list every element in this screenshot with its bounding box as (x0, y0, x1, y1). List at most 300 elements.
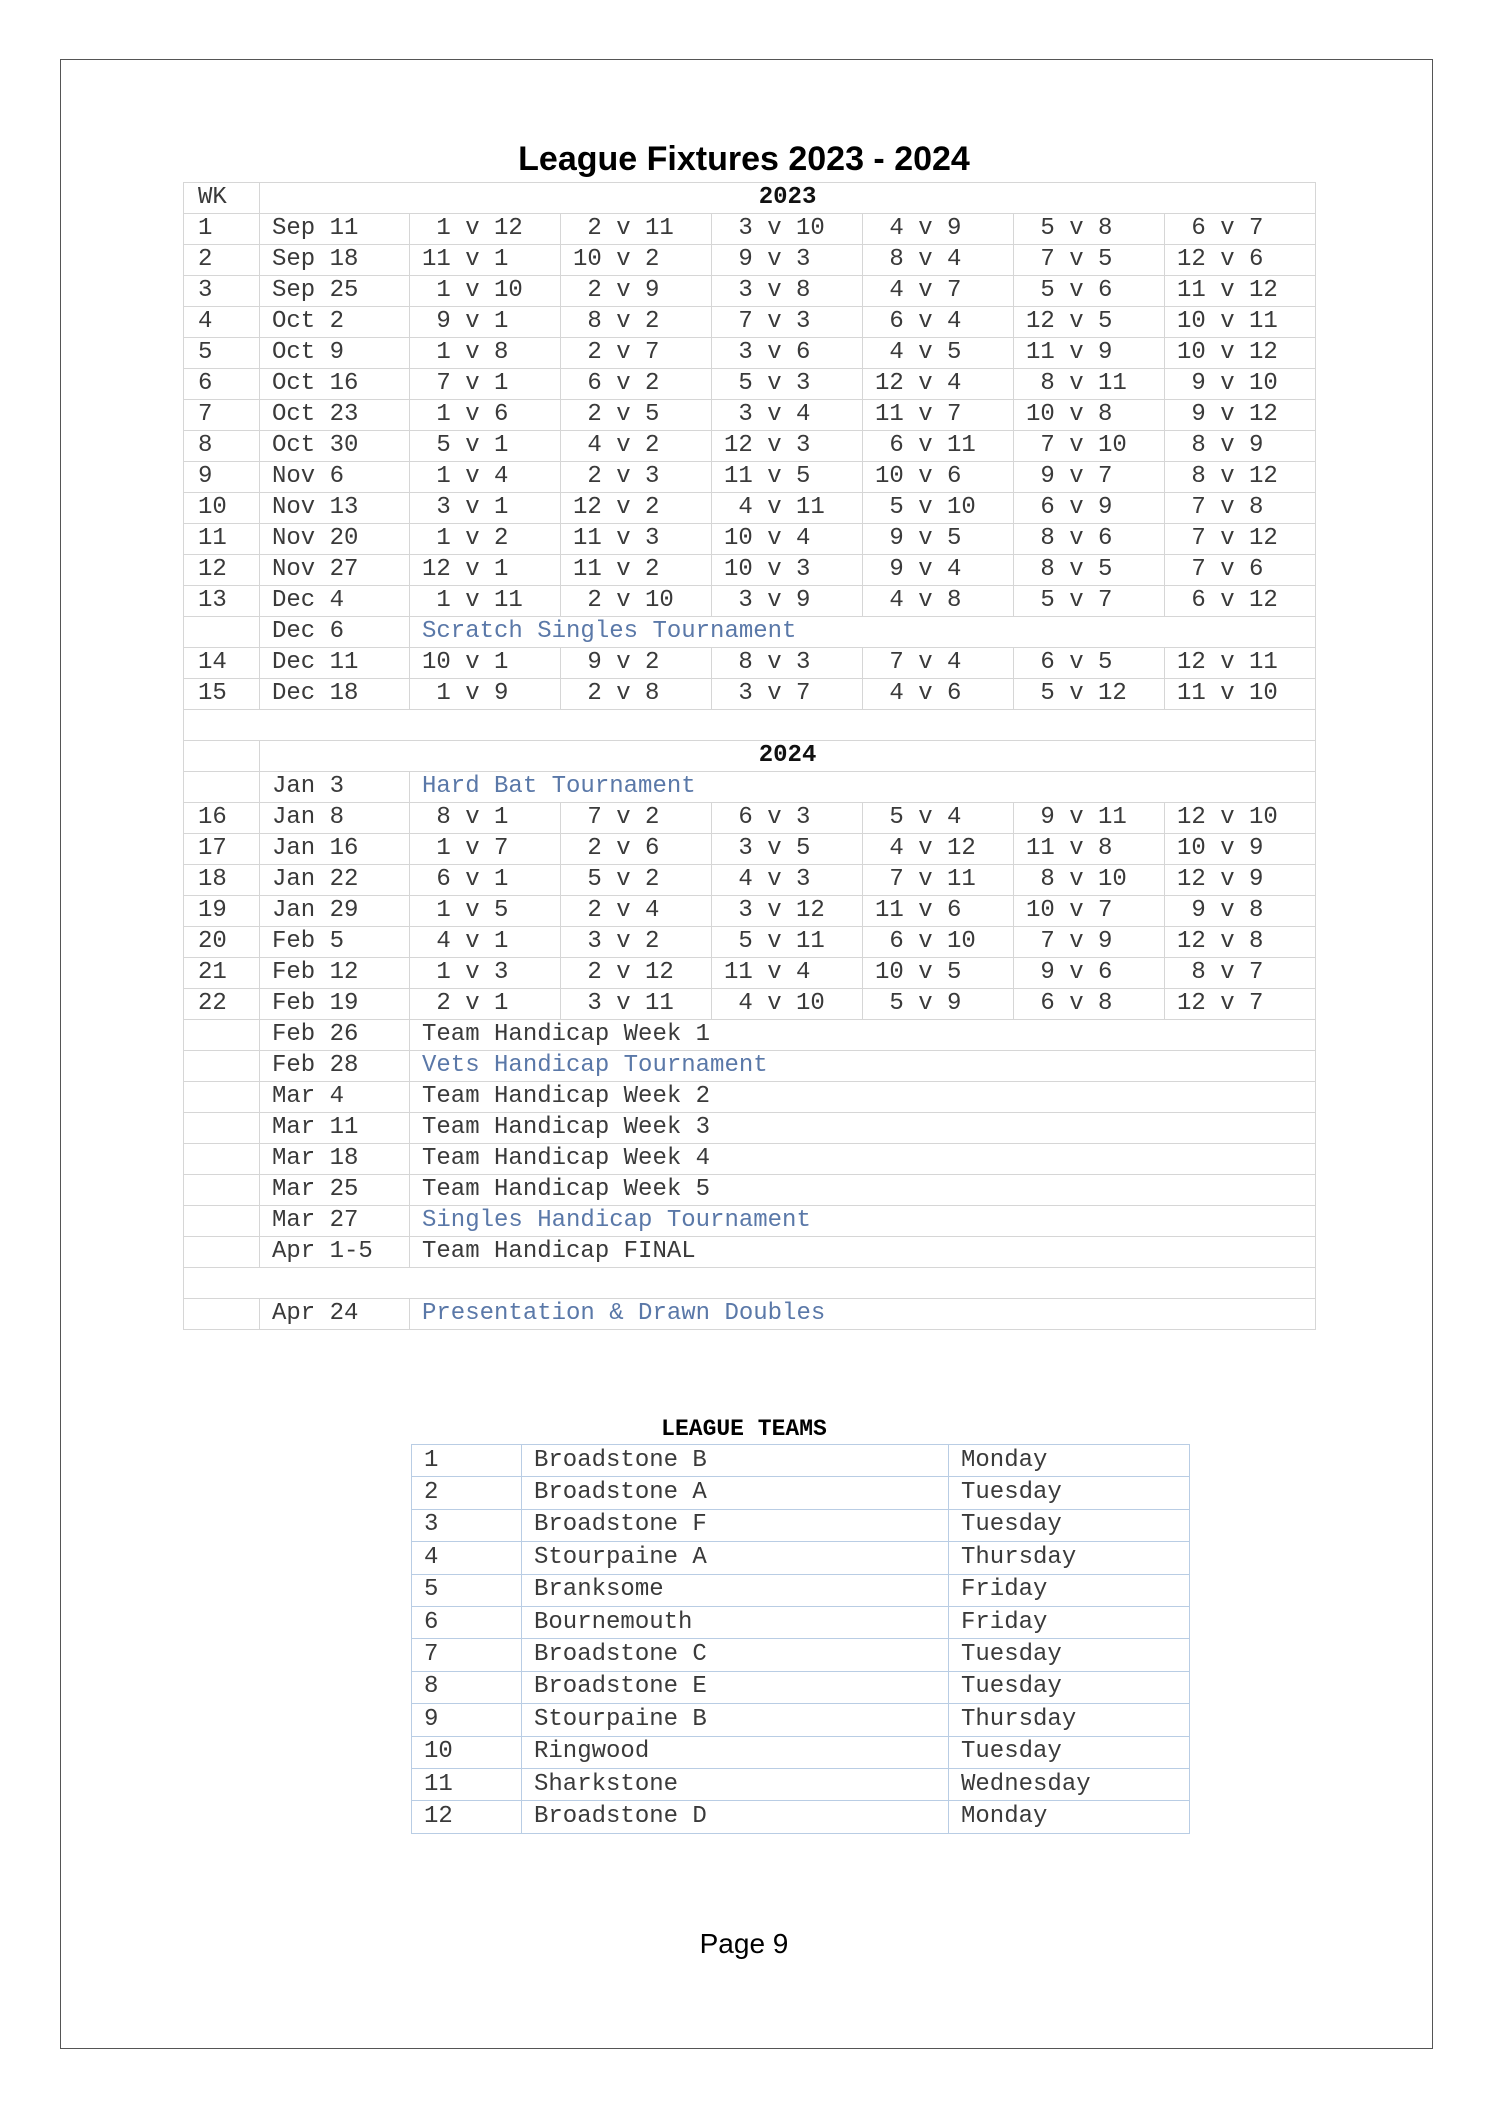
event-row (184, 1298, 1316, 1329)
team-day: Friday (949, 1606, 1190, 1638)
match-cell: 6 v 2 (561, 369, 712, 400)
date-cell: Nov 20 (260, 524, 410, 555)
match-cell: 11 v 3 (561, 524, 712, 555)
match-cell: 7 v 4 (863, 648, 1014, 679)
match-cell: 11 v 10 (1165, 679, 1316, 710)
match-cell: 5 v 6 (1014, 276, 1165, 307)
team-name: Broadstone B (522, 1445, 949, 1477)
fixture-row (184, 400, 1316, 431)
event-row (184, 1019, 1316, 1050)
teams-body (412, 1445, 1190, 1834)
fixtures-table (183, 182, 1316, 1330)
event-cell: Team Handicap Week 4 (410, 1143, 1316, 1174)
match-cell: 4 v 7 (863, 276, 1014, 307)
week-cell (184, 1174, 260, 1205)
date-cell: Dec 6 (260, 617, 410, 648)
match-cell: 12 v 1 (410, 555, 561, 586)
team-row (412, 1801, 1190, 1833)
fixtures-body (184, 183, 1316, 1330)
match-cell: 1 v 4 (410, 462, 561, 493)
fixture-row (184, 988, 1316, 1019)
match-cell: 6 v 7 (1165, 214, 1316, 245)
match-cell: 12 v 6 (1165, 245, 1316, 276)
team-name: Broadstone C (522, 1639, 949, 1671)
match-cell: 9 v 3 (712, 245, 863, 276)
match-cell: 7 v 5 (1014, 245, 1165, 276)
match-cell: 5 v 8 (1014, 214, 1165, 245)
event-row (184, 771, 1316, 802)
date-cell: Apr 1-5 (260, 1236, 410, 1267)
match-cell: 2 v 1 (410, 988, 561, 1019)
team-number: 12 (412, 1801, 522, 1833)
spacer-cell (184, 1267, 1316, 1298)
team-day: Thursday (949, 1542, 1190, 1574)
team-row (412, 1704, 1190, 1736)
event-row (184, 1205, 1316, 1236)
match-cell: 11 v 8 (1014, 833, 1165, 864)
match-cell: 5 v 2 (561, 864, 712, 895)
date-cell: Mar 11 (260, 1112, 410, 1143)
teams-table (411, 1444, 1190, 1834)
match-cell: 12 v 4 (863, 369, 1014, 400)
team-day: Friday (949, 1574, 1190, 1606)
teams-title: LEAGUE TEAMS (661, 1416, 827, 1442)
week-cell: 6 (184, 369, 260, 400)
week-cell: 4 (184, 307, 260, 338)
fixture-row (184, 338, 1316, 369)
team-day: Tuesday (949, 1671, 1190, 1703)
date-cell: Oct 9 (260, 338, 410, 369)
match-cell: 8 v 4 (863, 245, 1014, 276)
match-cell: 4 v 12 (863, 833, 1014, 864)
event-cell: Hard Bat Tournament (410, 771, 1316, 802)
match-cell: 6 v 4 (863, 307, 1014, 338)
match-cell: 8 v 2 (561, 307, 712, 338)
date-cell: Jan 8 (260, 802, 410, 833)
event-cell: Team Handicap Week 3 (410, 1112, 1316, 1143)
match-cell: 12 v 8 (1165, 926, 1316, 957)
match-cell: 2 v 11 (561, 214, 712, 245)
event-cell: Team Handicap Week 2 (410, 1081, 1316, 1112)
week-cell: 8 (184, 431, 260, 462)
week-cell: 20 (184, 926, 260, 957)
match-cell: 6 v 5 (1014, 648, 1165, 679)
event-cell: Singles Handicap Tournament (410, 1205, 1316, 1236)
match-cell: 4 v 6 (863, 679, 1014, 710)
match-cell: 9 v 4 (863, 555, 1014, 586)
wk-blank-cell (184, 740, 260, 771)
match-cell: 3 v 7 (712, 679, 863, 710)
match-cell: 5 v 4 (863, 802, 1014, 833)
date-cell: Jan 3 (260, 771, 410, 802)
match-cell: 5 v 10 (863, 493, 1014, 524)
fixture-row (184, 462, 1316, 493)
match-cell: 6 v 8 (1014, 988, 1165, 1019)
match-cell: 10 v 3 (712, 555, 863, 586)
event-cell: Team Handicap Week 5 (410, 1174, 1316, 1205)
match-cell: 10 v 6 (863, 462, 1014, 493)
team-row (412, 1574, 1190, 1606)
week-cell: 3 (184, 276, 260, 307)
match-cell: 11 v 12 (1165, 276, 1316, 307)
match-cell: 3 v 12 (712, 895, 863, 926)
date-cell: Oct 30 (260, 431, 410, 462)
date-cell: Mar 18 (260, 1143, 410, 1174)
week-cell: 5 (184, 338, 260, 369)
match-cell: 9 v 11 (1014, 802, 1165, 833)
team-name: Branksome (522, 1574, 949, 1606)
date-cell: Dec 4 (260, 586, 410, 617)
event-cell: Vets Handicap Tournament (410, 1050, 1316, 1081)
match-cell: 12 v 2 (561, 493, 712, 524)
match-cell: 8 v 12 (1165, 462, 1316, 493)
match-cell: 1 v 8 (410, 338, 561, 369)
match-cell: 2 v 5 (561, 400, 712, 431)
match-cell: 7 v 8 (1165, 493, 1316, 524)
date-cell: Feb 26 (260, 1019, 410, 1050)
fixture-row (184, 586, 1316, 617)
match-cell: 5 v 11 (712, 926, 863, 957)
team-name: Stourpaine B (522, 1704, 949, 1736)
team-number: 7 (412, 1639, 522, 1671)
week-cell: 19 (184, 895, 260, 926)
match-cell: 10 v 4 (712, 524, 863, 555)
fixture-row (184, 833, 1316, 864)
match-cell: 5 v 3 (712, 369, 863, 400)
match-cell: 2 v 7 (561, 338, 712, 369)
team-number: 11 (412, 1768, 522, 1800)
week-cell (184, 1143, 260, 1174)
week-cell: 1 (184, 214, 260, 245)
fixture-row (184, 864, 1316, 895)
week-cell (184, 1019, 260, 1050)
match-cell: 3 v 2 (561, 926, 712, 957)
event-row (184, 1236, 1316, 1267)
fixture-row (184, 276, 1316, 307)
date-cell: Nov 13 (260, 493, 410, 524)
match-cell: 7 v 10 (1014, 431, 1165, 462)
match-cell: 8 v 9 (1165, 431, 1316, 462)
match-cell: 10 v 2 (561, 245, 712, 276)
fixture-row (184, 524, 1316, 555)
team-name: Ringwood (522, 1736, 949, 1768)
event-cell: Scratch Singles Tournament (410, 617, 1316, 648)
match-cell: 4 v 1 (410, 926, 561, 957)
match-cell: 2 v 9 (561, 276, 712, 307)
match-cell: 1 v 10 (410, 276, 561, 307)
event-row (184, 1143, 1316, 1174)
match-cell: 1 v 5 (410, 895, 561, 926)
match-cell: 11 v 7 (863, 400, 1014, 431)
fixture-row (184, 679, 1316, 710)
fixture-row (184, 214, 1316, 245)
team-day: Tuesday (949, 1509, 1190, 1541)
match-cell: 5 v 12 (1014, 679, 1165, 710)
date-cell: Mar 25 (260, 1174, 410, 1205)
team-row (412, 1509, 1190, 1541)
week-cell: 12 (184, 555, 260, 586)
date-cell: Apr 24 (260, 1298, 410, 1329)
match-cell: 5 v 9 (863, 988, 1014, 1019)
match-cell: 10 v 7 (1014, 895, 1165, 926)
date-cell: Oct 16 (260, 369, 410, 400)
event-row (184, 1081, 1316, 1112)
team-number: 8 (412, 1671, 522, 1703)
match-cell: 3 v 8 (712, 276, 863, 307)
fixture-row (184, 431, 1316, 462)
match-cell: 4 v 10 (712, 988, 863, 1019)
date-cell: Mar 4 (260, 1081, 410, 1112)
match-cell: 4 v 2 (561, 431, 712, 462)
match-cell: 5 v 1 (410, 431, 561, 462)
team-row (412, 1671, 1190, 1703)
year-2023-header: 2023 (260, 183, 1316, 214)
team-day: Monday (949, 1801, 1190, 1833)
match-cell: 10 v 11 (1165, 307, 1316, 338)
team-name: Broadstone F (522, 1509, 949, 1541)
match-cell: 1 v 11 (410, 586, 561, 617)
match-cell: 2 v 3 (561, 462, 712, 493)
date-cell: Sep 11 (260, 214, 410, 245)
team-name: Sharkstone (522, 1768, 949, 1800)
fixture-row (184, 555, 1316, 586)
match-cell: 11 v 1 (410, 245, 561, 276)
year-2024-header: 2024 (260, 740, 1316, 771)
team-row (412, 1768, 1190, 1800)
week-cell (184, 1081, 260, 1112)
week-cell (184, 1298, 260, 1329)
team-name: Broadstone A (522, 1477, 949, 1509)
date-cell: Feb 5 (260, 926, 410, 957)
fixture-row (184, 802, 1316, 833)
team-day: Tuesday (949, 1736, 1190, 1768)
team-row (412, 1542, 1190, 1574)
match-cell: 7 v 2 (561, 802, 712, 833)
team-day: Tuesday (949, 1477, 1190, 1509)
event-row (184, 1050, 1316, 1081)
match-cell: 12 v 7 (1165, 988, 1316, 1019)
match-cell: 12 v 9 (1165, 864, 1316, 895)
date-cell: Sep 25 (260, 276, 410, 307)
week-cell: 22 (184, 988, 260, 1019)
week-cell (184, 1236, 260, 1267)
match-cell: 2 v 10 (561, 586, 712, 617)
match-cell: 9 v 12 (1165, 400, 1316, 431)
date-cell: Dec 18 (260, 679, 410, 710)
match-cell: 8 v 5 (1014, 555, 1165, 586)
fixture-row (184, 369, 1316, 400)
match-cell: 1 v 7 (410, 833, 561, 864)
team-number: 6 (412, 1606, 522, 1638)
match-cell: 4 v 11 (712, 493, 863, 524)
team-row (412, 1606, 1190, 1638)
match-cell: 7 v 1 (410, 369, 561, 400)
fixture-row (184, 957, 1316, 988)
date-cell: Nov 27 (260, 555, 410, 586)
match-cell: 8 v 10 (1014, 864, 1165, 895)
match-cell: 9 v 6 (1014, 957, 1165, 988)
header-row (184, 183, 1316, 214)
match-cell: 2 v 8 (561, 679, 712, 710)
week-cell (184, 1205, 260, 1236)
match-cell: 2 v 4 (561, 895, 712, 926)
match-cell: 6 v 10 (863, 926, 1014, 957)
match-cell: 3 v 4 (712, 400, 863, 431)
week-cell: 10 (184, 493, 260, 524)
date-cell: Sep 18 (260, 245, 410, 276)
week-cell: 9 (184, 462, 260, 493)
match-cell: 10 v 5 (863, 957, 1014, 988)
spacer-row (184, 710, 1316, 741)
week-cell (184, 771, 260, 802)
fixture-row (184, 493, 1316, 524)
team-name: Bournemouth (522, 1606, 949, 1638)
week-cell: 15 (184, 679, 260, 710)
week-cell: 21 (184, 957, 260, 988)
match-cell: 12 v 5 (1014, 307, 1165, 338)
match-cell: 3 v 10 (712, 214, 863, 245)
match-cell: 7 v 3 (712, 307, 863, 338)
date-cell: Jan 29 (260, 895, 410, 926)
match-cell: 11 v 9 (1014, 338, 1165, 369)
match-cell: 3 v 1 (410, 493, 561, 524)
fixture-row (184, 926, 1316, 957)
date-cell: Oct 23 (260, 400, 410, 431)
team-row (412, 1445, 1190, 1477)
week-cell: 13 (184, 586, 260, 617)
date-cell: Oct 2 (260, 307, 410, 338)
week-cell: 14 (184, 648, 260, 679)
match-cell: 4 v 9 (863, 214, 1014, 245)
event-cell: Team Handicap FINAL (410, 1236, 1316, 1267)
fixture-row (184, 307, 1316, 338)
spacer-row (184, 1267, 1316, 1298)
date-cell: Feb 12 (260, 957, 410, 988)
match-cell: 7 v 11 (863, 864, 1014, 895)
team-name: Broadstone E (522, 1671, 949, 1703)
match-cell: 7 v 12 (1165, 524, 1316, 555)
match-cell: 6 v 9 (1014, 493, 1165, 524)
event-cell: Presentation & Drawn Doubles (410, 1298, 1316, 1329)
match-cell: 8 v 11 (1014, 369, 1165, 400)
week-cell: 16 (184, 802, 260, 833)
team-row (412, 1477, 1190, 1509)
page-number: Page 9 (699, 1928, 789, 1959)
match-cell: 3 v 6 (712, 338, 863, 369)
match-cell: 3 v 11 (561, 988, 712, 1019)
team-row (412, 1736, 1190, 1768)
team-day: Tuesday (949, 1639, 1190, 1671)
match-cell: 11 v 4 (712, 957, 863, 988)
match-cell: 11 v 6 (863, 895, 1014, 926)
match-cell: 7 v 9 (1014, 926, 1165, 957)
match-cell: 9 v 10 (1165, 369, 1316, 400)
team-row (412, 1639, 1190, 1671)
team-number: 9 (412, 1704, 522, 1736)
team-name: Stourpaine A (522, 1542, 949, 1574)
team-number: 5 (412, 1574, 522, 1606)
match-cell: 1 v 12 (410, 214, 561, 245)
match-cell: 1 v 9 (410, 679, 561, 710)
match-cell: 9 v 1 (410, 307, 561, 338)
event-row (184, 1112, 1316, 1143)
match-cell: 10 v 9 (1165, 833, 1316, 864)
team-number: 3 (412, 1509, 522, 1541)
match-cell: 1 v 3 (410, 957, 561, 988)
week-cell: 7 (184, 400, 260, 431)
date-cell: Mar 27 (260, 1205, 410, 1236)
match-cell: 6 v 12 (1165, 586, 1316, 617)
team-day: Wednesday (949, 1768, 1190, 1800)
match-cell: 9 v 5 (863, 524, 1014, 555)
team-day: Monday (949, 1445, 1190, 1477)
week-cell: 2 (184, 245, 260, 276)
spacer-cell (184, 710, 1316, 741)
date-cell: Jan 22 (260, 864, 410, 895)
match-cell: 12 v 11 (1165, 648, 1316, 679)
week-cell (184, 1050, 260, 1081)
match-cell: 10 v 1 (410, 648, 561, 679)
match-cell: 1 v 6 (410, 400, 561, 431)
event-row (184, 1174, 1316, 1205)
match-cell: 9 v 7 (1014, 462, 1165, 493)
date-cell: Feb 28 (260, 1050, 410, 1081)
match-cell: 11 v 2 (561, 555, 712, 586)
week-cell: 11 (184, 524, 260, 555)
fixture-row (184, 245, 1316, 276)
match-cell: 9 v 2 (561, 648, 712, 679)
event-cell: Team Handicap Week 1 (410, 1019, 1316, 1050)
match-cell: 4 v 8 (863, 586, 1014, 617)
match-cell: 3 v 9 (712, 586, 863, 617)
match-cell: 2 v 6 (561, 833, 712, 864)
match-cell: 2 v 12 (561, 957, 712, 988)
team-number: 4 (412, 1542, 522, 1574)
date-cell: Feb 19 (260, 988, 410, 1019)
page-title: League Fixtures 2023 - 2024 (518, 140, 970, 178)
match-cell: 12 v 3 (712, 431, 863, 462)
match-cell: 6 v 11 (863, 431, 1014, 462)
team-number: 10 (412, 1736, 522, 1768)
week-cell: 17 (184, 833, 260, 864)
match-cell: 10 v 12 (1165, 338, 1316, 369)
match-cell: 6 v 3 (712, 802, 863, 833)
date-cell: Nov 6 (260, 462, 410, 493)
team-number: 1 (412, 1445, 522, 1477)
date-cell: Dec 11 (260, 648, 410, 679)
date-cell: Jan 16 (260, 833, 410, 864)
match-cell: 8 v 3 (712, 648, 863, 679)
match-cell: 3 v 5 (712, 833, 863, 864)
week-cell (184, 1112, 260, 1143)
match-cell: 4 v 3 (712, 864, 863, 895)
week-cell (184, 617, 260, 648)
fixture-row (184, 895, 1316, 926)
match-cell: 10 v 8 (1014, 400, 1165, 431)
match-cell: 4 v 5 (863, 338, 1014, 369)
event-row (184, 617, 1316, 648)
team-day: Thursday (949, 1704, 1190, 1736)
match-cell: 1 v 2 (410, 524, 561, 555)
fixture-row (184, 648, 1316, 679)
match-cell: 7 v 6 (1165, 555, 1316, 586)
match-cell: 8 v 7 (1165, 957, 1316, 988)
match-cell: 8 v 6 (1014, 524, 1165, 555)
match-cell: 9 v 8 (1165, 895, 1316, 926)
match-cell: 5 v 7 (1014, 586, 1165, 617)
match-cell: 12 v 10 (1165, 802, 1316, 833)
match-cell: 8 v 1 (410, 802, 561, 833)
